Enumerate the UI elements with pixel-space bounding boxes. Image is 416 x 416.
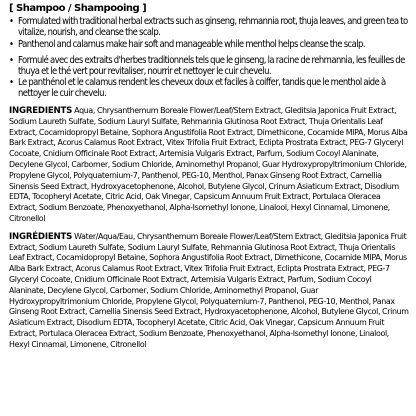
claim-text: Le panthénol et le calamus rendent les cheveux doux et faciles à coiffer, tandis que le menthol aide à nettoyer le cuir chevelu. — [18, 77, 386, 99]
claim-item — [9, 55, 409, 77]
bullet-icon: • — [9, 39, 14, 50]
ingredients-title: INGRÉDIENTS — [9, 231, 73, 242]
ingredients-french — [9, 232, 409, 351]
product-label — [9, 3, 409, 351]
ingredients-list: Water/Aqua/Eau, Chrysanthemum Boreale Flower/Leaf/Stem Extract, Gleditsia Japonica Fruit Extract, Sodium Laureth Sulfate, Sodium Lauryl Sulfate, Rehmannia Glutinosa Root Extract, Thuja Orientalis Leaf Extract, Cocamidopropyl Betaine, Sophora Angustifolia Root Extract, Dimethicone, Cocamide MIPA, Morus Alba Bark Extract, Acorus Calamus Root Extract, Vitex Trifolia Fruit Extract, Eclipta Prostrata Extract, PEG-7 Glyceryl Cocoate, Cnidium Officinale Root Extract, Artemisia Vulgaris Extract, Parfum, Sodium Cocoyl Alaninate, Decylene Glycol, Carbomer, Sodium Chloride, Aminomethyl Propanol, Guar Hydroxypropyltrimonium Chloride, Propylene Glycol, Polyquaternium-7, Panthenol, PEG-10, Menthol, Panax Ginseng Root Extract, Camellia Sinensis Seed Extract, Hydroxyacetophenone, Alcohol, Butylene Glycol, Crinum Asiaticum Extract, Disodium EDTA, Tocopheryl Acetate, Citric Acid, Oak Vinegar, Capsicum Annuum Fruit Extract, Portulaca Oleracea Extract, Sodium Benzoate, Phenoxyethanol, Alpha-Isomethyl Ionone, Linalool, Hexyl Cinnamal, Limonene, Citronellol — [9, 231, 409, 349]
section-heading: [ Shampoo / Shampooing ] — [9, 3, 147, 14]
claim-item — [9, 39, 409, 50]
claim-item — [9, 16, 409, 38]
claim-text: Panthenol and calamus make hair soft and manageable while menthol helps cleanse the scalp. — [18, 39, 365, 50]
ingredients-english — [9, 106, 409, 225]
english-claims — [9, 16, 409, 50]
ingredients-title: INGREDIENTS — [9, 106, 73, 116]
bullet-icon: • — [9, 16, 14, 27]
bullet-icon: • — [9, 77, 14, 88]
bullet-icon: • — [9, 55, 14, 66]
claim-item — [9, 77, 409, 99]
french-claims — [9, 55, 409, 99]
ingredients-list: Aqua, Chrysanthemum Boreale Flower/Leaf/Stem Extract, Gleditsia Japonica Fruit Extract, Sodium Laureth Sulfate, Sodium Lauryl Sulfate, Rehmannia Glutinosa Root Extract, Thuja Orientalis Leaf Extract, Cocamidopropyl Betaine, Sophora Angustifolia Root Extract, Dimethicone, Cocamide MIPA, Morus Alba Bark Extract, Acorus Calamus Root Extract, Vitex Trifolia Fruit Extract, Eclipta Prostrata Extract, PEG-7 Glyceryl Cocoate, Cnidium Officinale Root Extract, Artemisia Vulgaris Extract, Parfum, Sodium Cocoyl Alaninate, Decylene Glycol, Carbomer, Sodium Chloride, Aminomethyl Propanol, Guar Hydroxypropyltrimonium Chloride, Propylene Glycol, Polyquaternium-7, Panthenol, PEG-10, Menthol, Panax Ginseng Root Extract, Camellia Sinensis Seed Extract, Hydroxyacetophenone, Alcohol, Butylene Glycol, Crinum Asiaticum Extract, Disodium EDTA, Tocopheryl Acetate, Citric Acid, Oak Vinegar, Capsicum Annuum Fruit Extract, Portulaca Oleracea Extract, Sodium Benzoate, Phenoxyethanol, Alpha-Isomethyl Ionone, Linalool, Hexyl Cinnamal, Limonene, Citronellol — [9, 106, 408, 223]
claim-text: Formulé avec des extraits d'herbes traditionnels tels que le ginseng, la racine de rehmannia, les feuilles de thuya et le thé vert pour revitaliser, nourrir et nettoyer le cuir chevelu. — [18, 55, 405, 77]
claim-text: Formulated with traditional herbal extracts such as ginseng, rehmannia root, thuja leaves, and green tea to vitalize, nourish, and cleanse the scalp. — [18, 16, 408, 38]
